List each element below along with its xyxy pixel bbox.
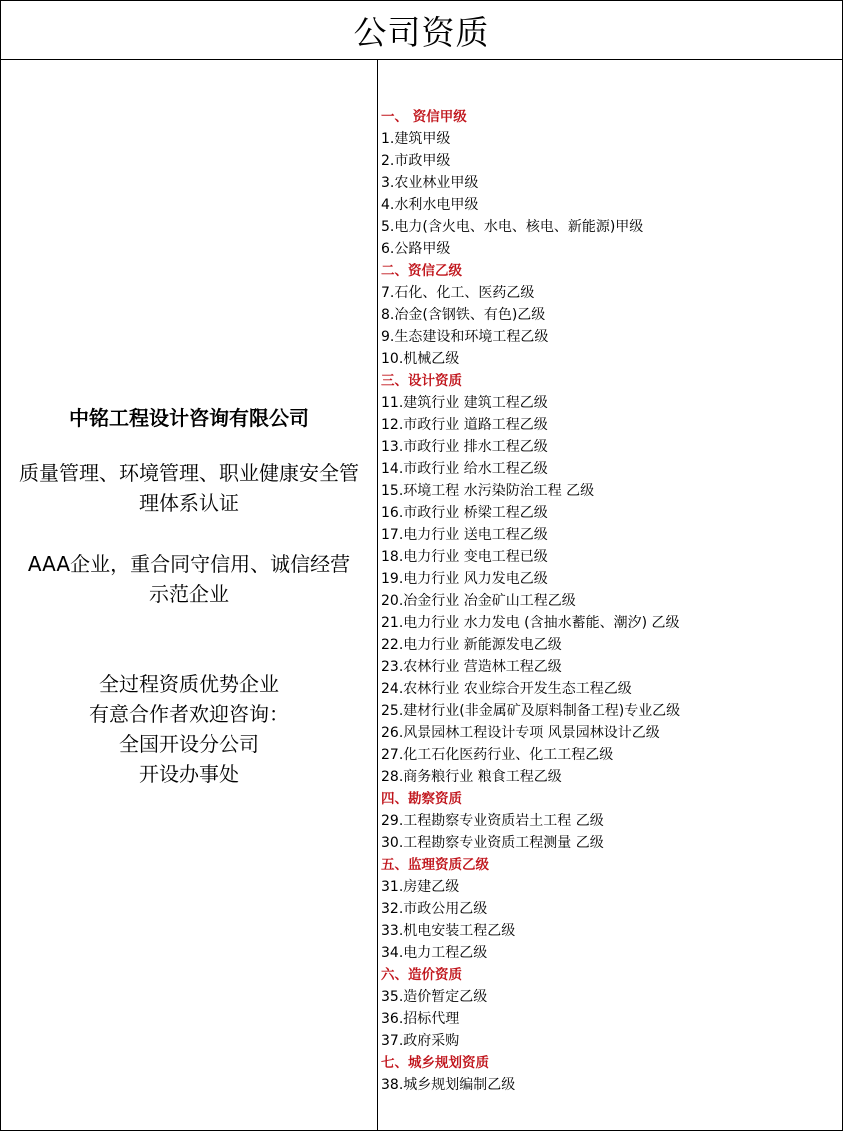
- section-heading: 四、勘察资质: [381, 791, 462, 807]
- list-item: 11.建筑行业 建筑工程乙级: [381, 395, 548, 411]
- list-item: 28.商务粮行业 粮食工程乙级: [381, 769, 562, 785]
- list-item: 13.市政行业 排水工程乙级: [381, 439, 548, 455]
- list-item: 2.市政甲级: [381, 153, 451, 169]
- section-heading: 一、 资信甲级: [381, 109, 467, 125]
- section-heading: 七、城乡规划资质: [381, 1055, 489, 1071]
- contact-text: [1, 669, 377, 789]
- list-item: 9.生态建设和环境工程乙级: [381, 329, 549, 345]
- certification-text: [1, 458, 377, 518]
- certification-line: 理体系认证: [139, 491, 239, 515]
- list-item: 24.农林行业 农业综合开发生态工程乙级: [381, 681, 632, 697]
- credit-text: [1, 549, 377, 609]
- contact-line: 全国开设分公司: [119, 732, 259, 756]
- section-heading: 三、设计资质: [381, 373, 462, 389]
- list-item: 36.招标代理: [381, 1011, 460, 1027]
- list-item: 26.风景园林工程设计专项 风景园林设计乙级: [381, 725, 660, 741]
- list-item: 37.政府采购: [381, 1033, 460, 1049]
- list-item: 33.机电安装工程乙级: [381, 923, 516, 939]
- company-info-cell: [1, 60, 378, 1130]
- list-item: 10.机械乙级: [381, 351, 460, 367]
- list-item: 20.冶金行业 冶金矿山工程乙级: [381, 593, 576, 609]
- list-item: 32.市政公用乙级: [381, 901, 488, 917]
- page-title: 公司资质: [1, 1, 842, 60]
- certification-line: 质量管理、环境管理、职业健康安全管: [19, 461, 359, 485]
- list-item: 12.市政行业 道路工程乙级: [381, 417, 548, 433]
- qualification-list: [381, 106, 840, 1096]
- list-item: 22.电力行业 新能源发电乙级: [381, 637, 562, 653]
- list-item: 4.水利水电甲级: [381, 197, 479, 213]
- list-item: 35.造价暂定乙级: [381, 989, 488, 1005]
- list-item: 19.电力行业 风力发电乙级: [381, 571, 548, 587]
- credit-line: 示范企业: [149, 582, 229, 606]
- list-item: 23.农林行业 营造林工程乙级: [381, 659, 562, 675]
- contact-line: 全过程资质优势企业: [99, 672, 279, 696]
- list-item: 7.石化、化工、医药乙级: [381, 285, 535, 301]
- credit-line: AAA企业，重合同守信用、诚信经营: [27, 552, 351, 576]
- list-item: 16.市政行业 桥梁工程乙级: [381, 505, 548, 521]
- section-heading: 五、监理资质乙级: [381, 857, 489, 873]
- company-name: 中铭工程设计咨询有限公司: [69, 406, 309, 430]
- list-item: 5.电力(含火电、水电、核电、新能源)甲级: [381, 219, 644, 235]
- list-item: 21.电力行业 水力发电 (含抽水蓄能、潮汐) 乙级: [381, 615, 680, 631]
- qualification-list-cell: [379, 60, 842, 1130]
- list-item: 30.工程勘察专业资质工程测量 乙级: [381, 835, 604, 851]
- section-heading: 二、资信乙级: [381, 263, 462, 279]
- list-item: 6.公路甲级: [381, 241, 451, 257]
- list-item: 34.电力工程乙级: [381, 945, 488, 961]
- list-item: 3.农业林业甲级: [381, 175, 479, 191]
- list-item: 15.环境工程 水污染防治工程 乙级: [381, 483, 595, 499]
- list-item: 1.建筑甲级: [381, 131, 451, 147]
- list-item: 18.电力行业 变电工程已级: [381, 549, 548, 565]
- list-item: 8.冶金(含钢铁、有色)乙级: [381, 307, 546, 323]
- list-item: 25.建材行业(非金属矿及原料制备工程)专业乙级: [381, 703, 681, 719]
- list-item: 29.工程勘察专业资质岩土工程 乙级: [381, 813, 604, 829]
- contact-line: 开设办事处: [139, 762, 239, 786]
- list-item: 27.化工石化医药行业、化工工程乙级: [381, 747, 614, 763]
- list-item: 31.房建乙级: [381, 879, 460, 895]
- list-item: 14.市政行业 给水工程乙级: [381, 461, 548, 477]
- list-item: 38.城乡规划编制乙级: [381, 1077, 516, 1093]
- contact-line: 有意合作者欢迎咨询：: [89, 702, 289, 726]
- section-heading: 六、造价资质: [381, 967, 462, 983]
- list-item: 17.电力行业 送电工程乙级: [381, 527, 548, 543]
